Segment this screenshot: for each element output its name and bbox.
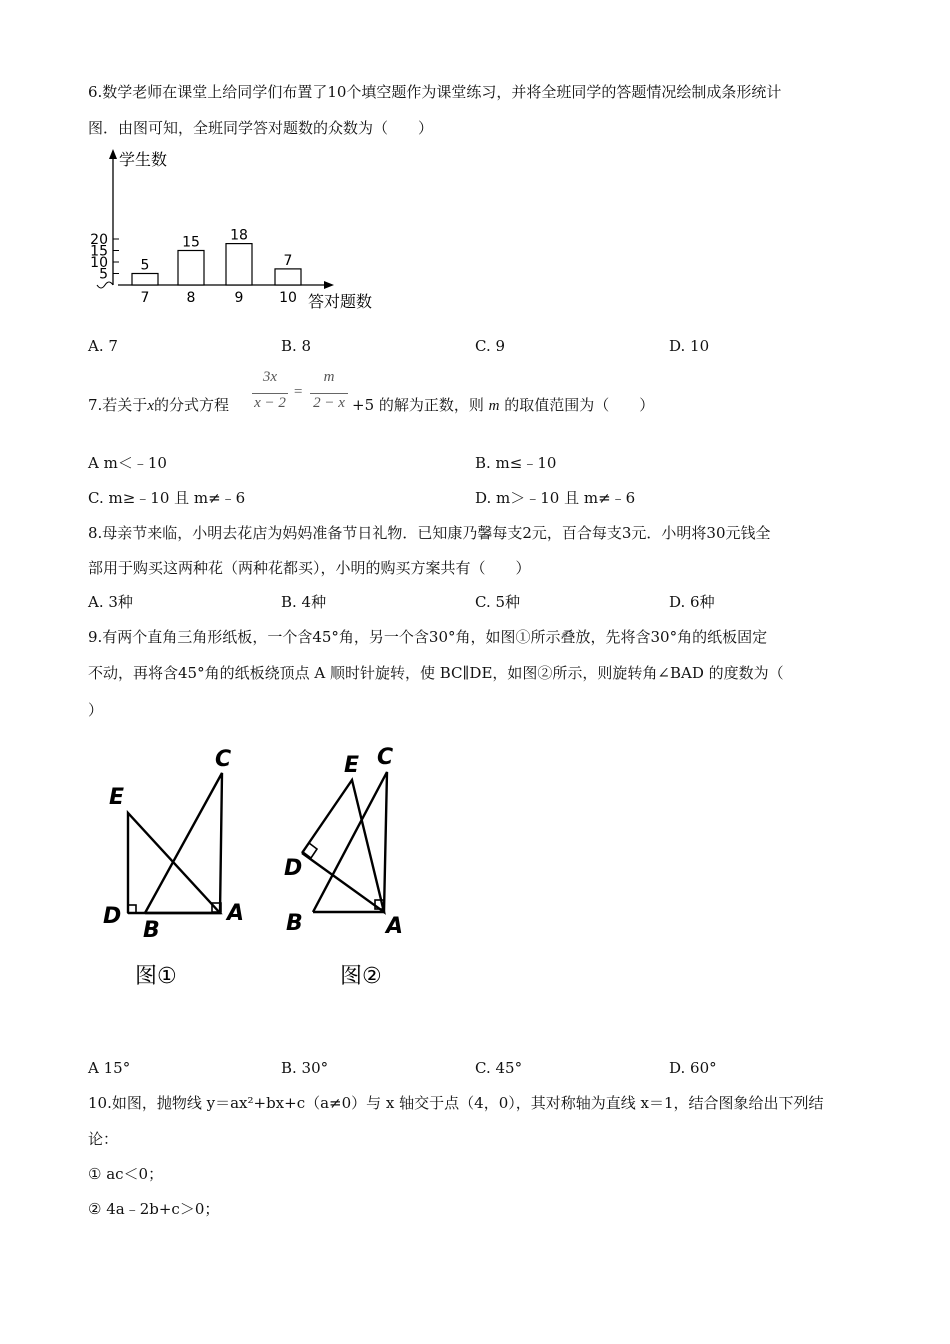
- q9-option-a[interactable]: A 15°: [88, 1059, 131, 1077]
- x-tick-label: 9: [234, 290, 244, 306]
- x-axis-arrow: [324, 281, 334, 289]
- bar-value-label: 7: [283, 252, 293, 269]
- q6-option-d[interactable]: D. 10: [669, 337, 710, 355]
- q8-line1: 8.母亲节来临，小明去花店为妈妈准备节日礼物．已知康乃馨每支2元，百合每支3元．小明将30元钱全: [88, 524, 771, 542]
- y-tick-label: 5: [99, 266, 108, 283]
- q7-stem-tail: +5 的解为正数，则 m 的取值范围为（ ）: [352, 396, 655, 414]
- figure-1: [95, 740, 265, 1000]
- y-axis-arrow: [109, 149, 117, 159]
- frac2-denominator: 2 − x: [313, 395, 345, 411]
- bar-8: [178, 251, 204, 286]
- fig2-label-a: A: [386, 914, 404, 939]
- q8-option-c[interactable]: C. 5种: [475, 593, 521, 611]
- fig2-label-e: E: [344, 753, 360, 778]
- q6-line2: 图．由图可知，全班同学答对题数的众数为（ ）: [88, 119, 434, 137]
- y-tick-label: 10: [90, 255, 108, 271]
- q8-line2: 部用于购买这两种花（两种花都买），小明的购买方案共有（ ）: [88, 559, 531, 577]
- bar-value-label: 5: [140, 257, 150, 274]
- q9-line3: ）: [88, 701, 104, 719]
- fig2-label-d: D: [284, 856, 303, 881]
- bar-7: [132, 274, 158, 286]
- q6-option-a[interactable]: A. 7: [88, 337, 118, 355]
- fig1-label-e: E: [109, 785, 125, 810]
- q10-item2: ② 4a﹣2b+c＞0；: [88, 1200, 220, 1218]
- q6-line1: 6.数学老师在课堂上给同学们布置了10个填空题作为课堂练习，并将全班同学的答题情况绘制成条形统计: [88, 83, 782, 101]
- fig1-label-b: B: [143, 918, 160, 943]
- y-tick-label: 15: [90, 243, 108, 260]
- q6-option-c[interactable]: C. 9: [475, 337, 506, 355]
- q8-option-d[interactable]: D. 6种: [669, 593, 715, 611]
- fig2-label-c: C: [377, 745, 394, 770]
- q7-option-d[interactable]: D. m＞﹣10 且 m≠﹣6: [475, 489, 636, 507]
- q9-line2: 不动，再将含45°角的纸板绕顶点 A 顺时针旋转，使 BC∥DE，如图②所示，则旋转角∠BAD 的度数为（: [88, 664, 784, 682]
- q6-option-b[interactable]: B. 8: [281, 337, 312, 355]
- q10-item1: ① ac＜0；: [88, 1165, 164, 1183]
- q7-stem: 7.若关于x的分式方程: [88, 396, 229, 414]
- q10-line2: 论：: [88, 1130, 119, 1148]
- fig1-label-d: D: [103, 904, 122, 929]
- frac2-numerator: m: [323, 369, 335, 385]
- x-axis-label: 答对题数: [308, 292, 373, 311]
- x-tick-label: 7: [140, 290, 150, 306]
- fig1-label-a: A: [227, 901, 245, 926]
- bar-10: [275, 269, 301, 285]
- q7-option-b[interactable]: B. m≤﹣10: [475, 454, 557, 472]
- q7-option-c[interactable]: C. m≥﹣10 且 m≠﹣6: [88, 489, 246, 507]
- axis-break: [97, 282, 113, 288]
- bar-value-label: 18: [230, 227, 248, 244]
- bar-chart: [82, 145, 392, 320]
- frac1-numerator: 3x: [262, 369, 278, 385]
- y-axis-label: 学生数: [119, 150, 168, 169]
- frac1-denominator: x − 2: [254, 395, 286, 411]
- frac2-bar: [310, 393, 348, 394]
- q8-option-b[interactable]: B. 4种: [281, 593, 327, 611]
- x-tick-label: 8: [186, 290, 196, 306]
- q9-option-b[interactable]: B. 30°: [281, 1059, 329, 1077]
- x-tick-label: 10: [279, 290, 297, 306]
- bar-value-label: 15: [182, 234, 200, 251]
- fig1-label-c: C: [215, 747, 232, 772]
- q9-line1: 9.有两个直角三角形纸板，一个含45°角，另一个含30°角，如图①所示叠放，先将含30°角的纸板固定: [88, 628, 768, 646]
- q9-option-d[interactable]: D. 60°: [669, 1059, 717, 1077]
- q7-option-a[interactable]: A m＜﹣10: [88, 454, 167, 472]
- frac1-bar: [252, 393, 288, 394]
- q8-option-a[interactable]: A. 3种: [88, 593, 133, 611]
- q9-option-c[interactable]: C. 45°: [475, 1059, 523, 1077]
- fig2-label-b: B: [286, 911, 303, 936]
- fig1-caption: 图①: [135, 964, 177, 989]
- equals-sign: =: [292, 384, 304, 400]
- q10-line1: 10.如图，抛物线 y＝ax²+bx+c（a≠0）与 x 轴交于点（4，0），其对称轴为直线 x＝1，结合图象给出下列结: [88, 1094, 824, 1112]
- bar-9: [226, 244, 252, 285]
- fig2-caption: 图②: [340, 964, 382, 989]
- y-tick-label: 20: [90, 232, 108, 248]
- figure-2: [280, 740, 440, 1000]
